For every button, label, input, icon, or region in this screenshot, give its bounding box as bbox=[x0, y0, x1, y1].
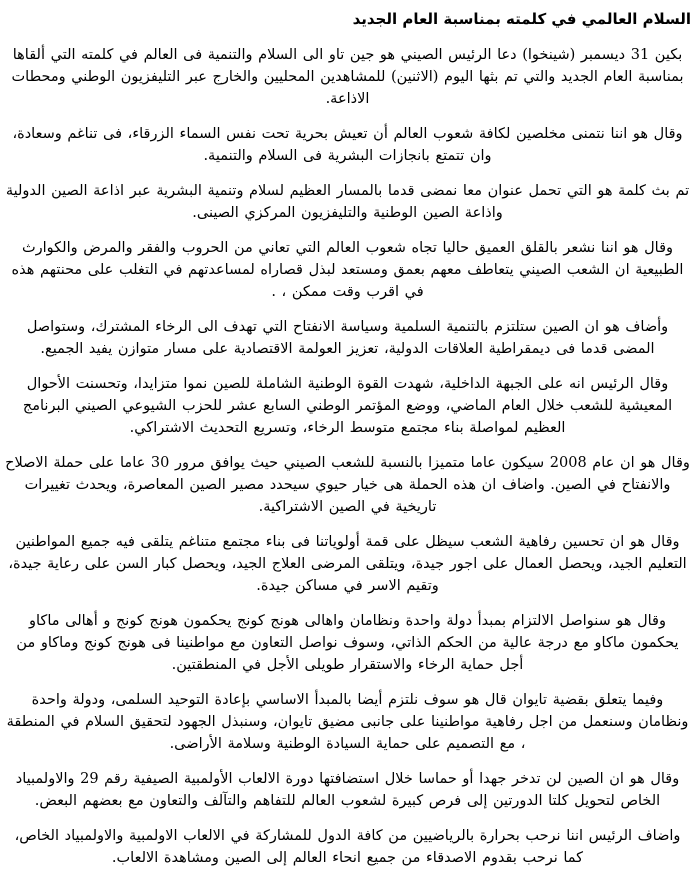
paragraph: وقال الرئيس انه على الجبهة الداخلية، شهدت القوة الوطنية الشاملة للصين نموا متزايدا، وتحسنت الأحوال المعيشية للشعب خلال العام الماضي، ووضع المؤتمر الوطني السابع عشر للحزب الشيوعي الصيني البرنامج العظيم لمواصلة بناء مجتمع متوسط الرخاء، وتسريع التحديث الاشتراكي. bbox=[22, 376, 673, 436]
paragraph: وقال هو ان عام 2008 سيكون عاما متميزا بالنسبة للشعب الصيني حيث يوافق مرور 30 عاما على حملة الاصلاح والانفتاح في الصين. واضاف ان هذه الحملة هى خيار حيوي سيحدد مصير الصين المعاصرة، ويحدث تغييرات تاريخية في الصين الاشتراكية. bbox=[5, 455, 690, 515]
paragraph: وقال هو ان الصين لن تدخر جهدا أو حماسا خلال استضافتها دورة الالعاب الأولمبية الصيفية رقم 29 والاولمبياد الخاص لتحويل كلتا الدورتين إلى فرص كبيرة لشعوب العالم للتفاهم والتآلف والتعاون مع بعضهم البعض. bbox=[15, 771, 680, 809]
paragraph: وقال هو ان تحسين رفاهية الشعب سيظل على قمة أولوياتنا فى بناء مجتمع متناغم يتلقى فيه جميع المواطنين التعليم الجيد، ويحصل العمال على اجور جيدة، ويتلقى المرضى العلاج الجيد، ويحصل كبار السن على رعاية جيدة، وتقيم الاسر في مساكن جيدة. bbox=[8, 534, 687, 594]
paragraph: وقال هو اننا نشعر بالقلق العميق حاليا تجاه شعوب العالم التي تعاني من الحروب والفقر والمرض والكوارث الطبيعية ان الشعب الصيني يتعاطف معهم بعمق ومستعد لبذل قصاراه لمساعدتهم في التغلب على محنتهم هذه في اقرب وقت ممكن ، . bbox=[11, 240, 684, 300]
paragraph: وقال هو اننا نتمنى مخلصين لكافة شعوب العالم أن تعيش بحرية تحت نفس السماء الزرقاء، فى تناغم وسعادة، وان تتمتع بانجازات البشرية فى السلام والتنمية. bbox=[12, 126, 683, 164]
paragraph: وقال هو سنواصل الالتزام بمبدأ دولة واحدة ونظامان واهالى هونج كونج يحكمون هونج كونج و أهالى ماكاو يحكمون ماكاو مع درجة عالية من الحكم الذاتي، وسوف نواصل التعاون مع مواطنينا فى هونج كونج وماكاو من أجل حماية الرخاء والاستقرار طويلى الأجل في المنطقتين. bbox=[16, 613, 679, 673]
paragraph: واضاف الرئيس اننا نرحب بحرارة بالرياضيين من كافة الدول للمشاركة في الالعاب الاولمبية والاولمبياد الخاص، كما نرحب بقدوم الاصدقاء من جميع انحاء العالم إلى الصين ومشاهدة الالعاب. bbox=[14, 828, 681, 866]
paragraph: وفيما يتعلق بقضية تايوان قال هو سوف نلتزم أيضا بالمبدأ الاساسي بإعادة التوحيد السلمى، ودولة واحدة ونظامان وسنعمل من اجل رفاهية مواطنينا على جانبى مضيق تايوان، وسنبذل الجهود لتحقيق السلام في المنطقة ، مع التصميم على حماية السيادة الوطنية وسلامة الأراضى. bbox=[6, 692, 689, 752]
paragraph: تم بث كلمة هو التي تحمل عنوان معا نمضى قدما بالمسار العظيم لسلام وتنمية البشرية عبر اذاعة الصين الدولية واذاعة الصين الوطنية والتليفزيون المركزي الصينى. bbox=[5, 183, 690, 221]
paragraph: بكين 31 ديسمبر (شينخوا) دعا الرئيس الصيني هو جين تاو الى السلام والتنمية فى العالم في كلمته التي ألقاها بمناسبة العام الجديد والتي تم بثها اليوم (الاثنين) للمشاهدين المحليين والخارج عبر التليفزيون الوطني ومحطات الاذاعة. bbox=[11, 47, 684, 107]
paragraph: وأضاف هو ان الصين ستلتزم بالتنمية السلمية وسياسة الانفتاح التي تهدف الى الرخاء المشترك، وستواصل المضى قدما فى ديمقراطية العلاقات الدولية، تعزيز العولمة الاقتصادية على مسار متوازن يفيد الجميع. bbox=[26, 319, 669, 357]
article-title: السلام العالمي في كلمته بمناسبة العام الجديد bbox=[352, 10, 691, 28]
